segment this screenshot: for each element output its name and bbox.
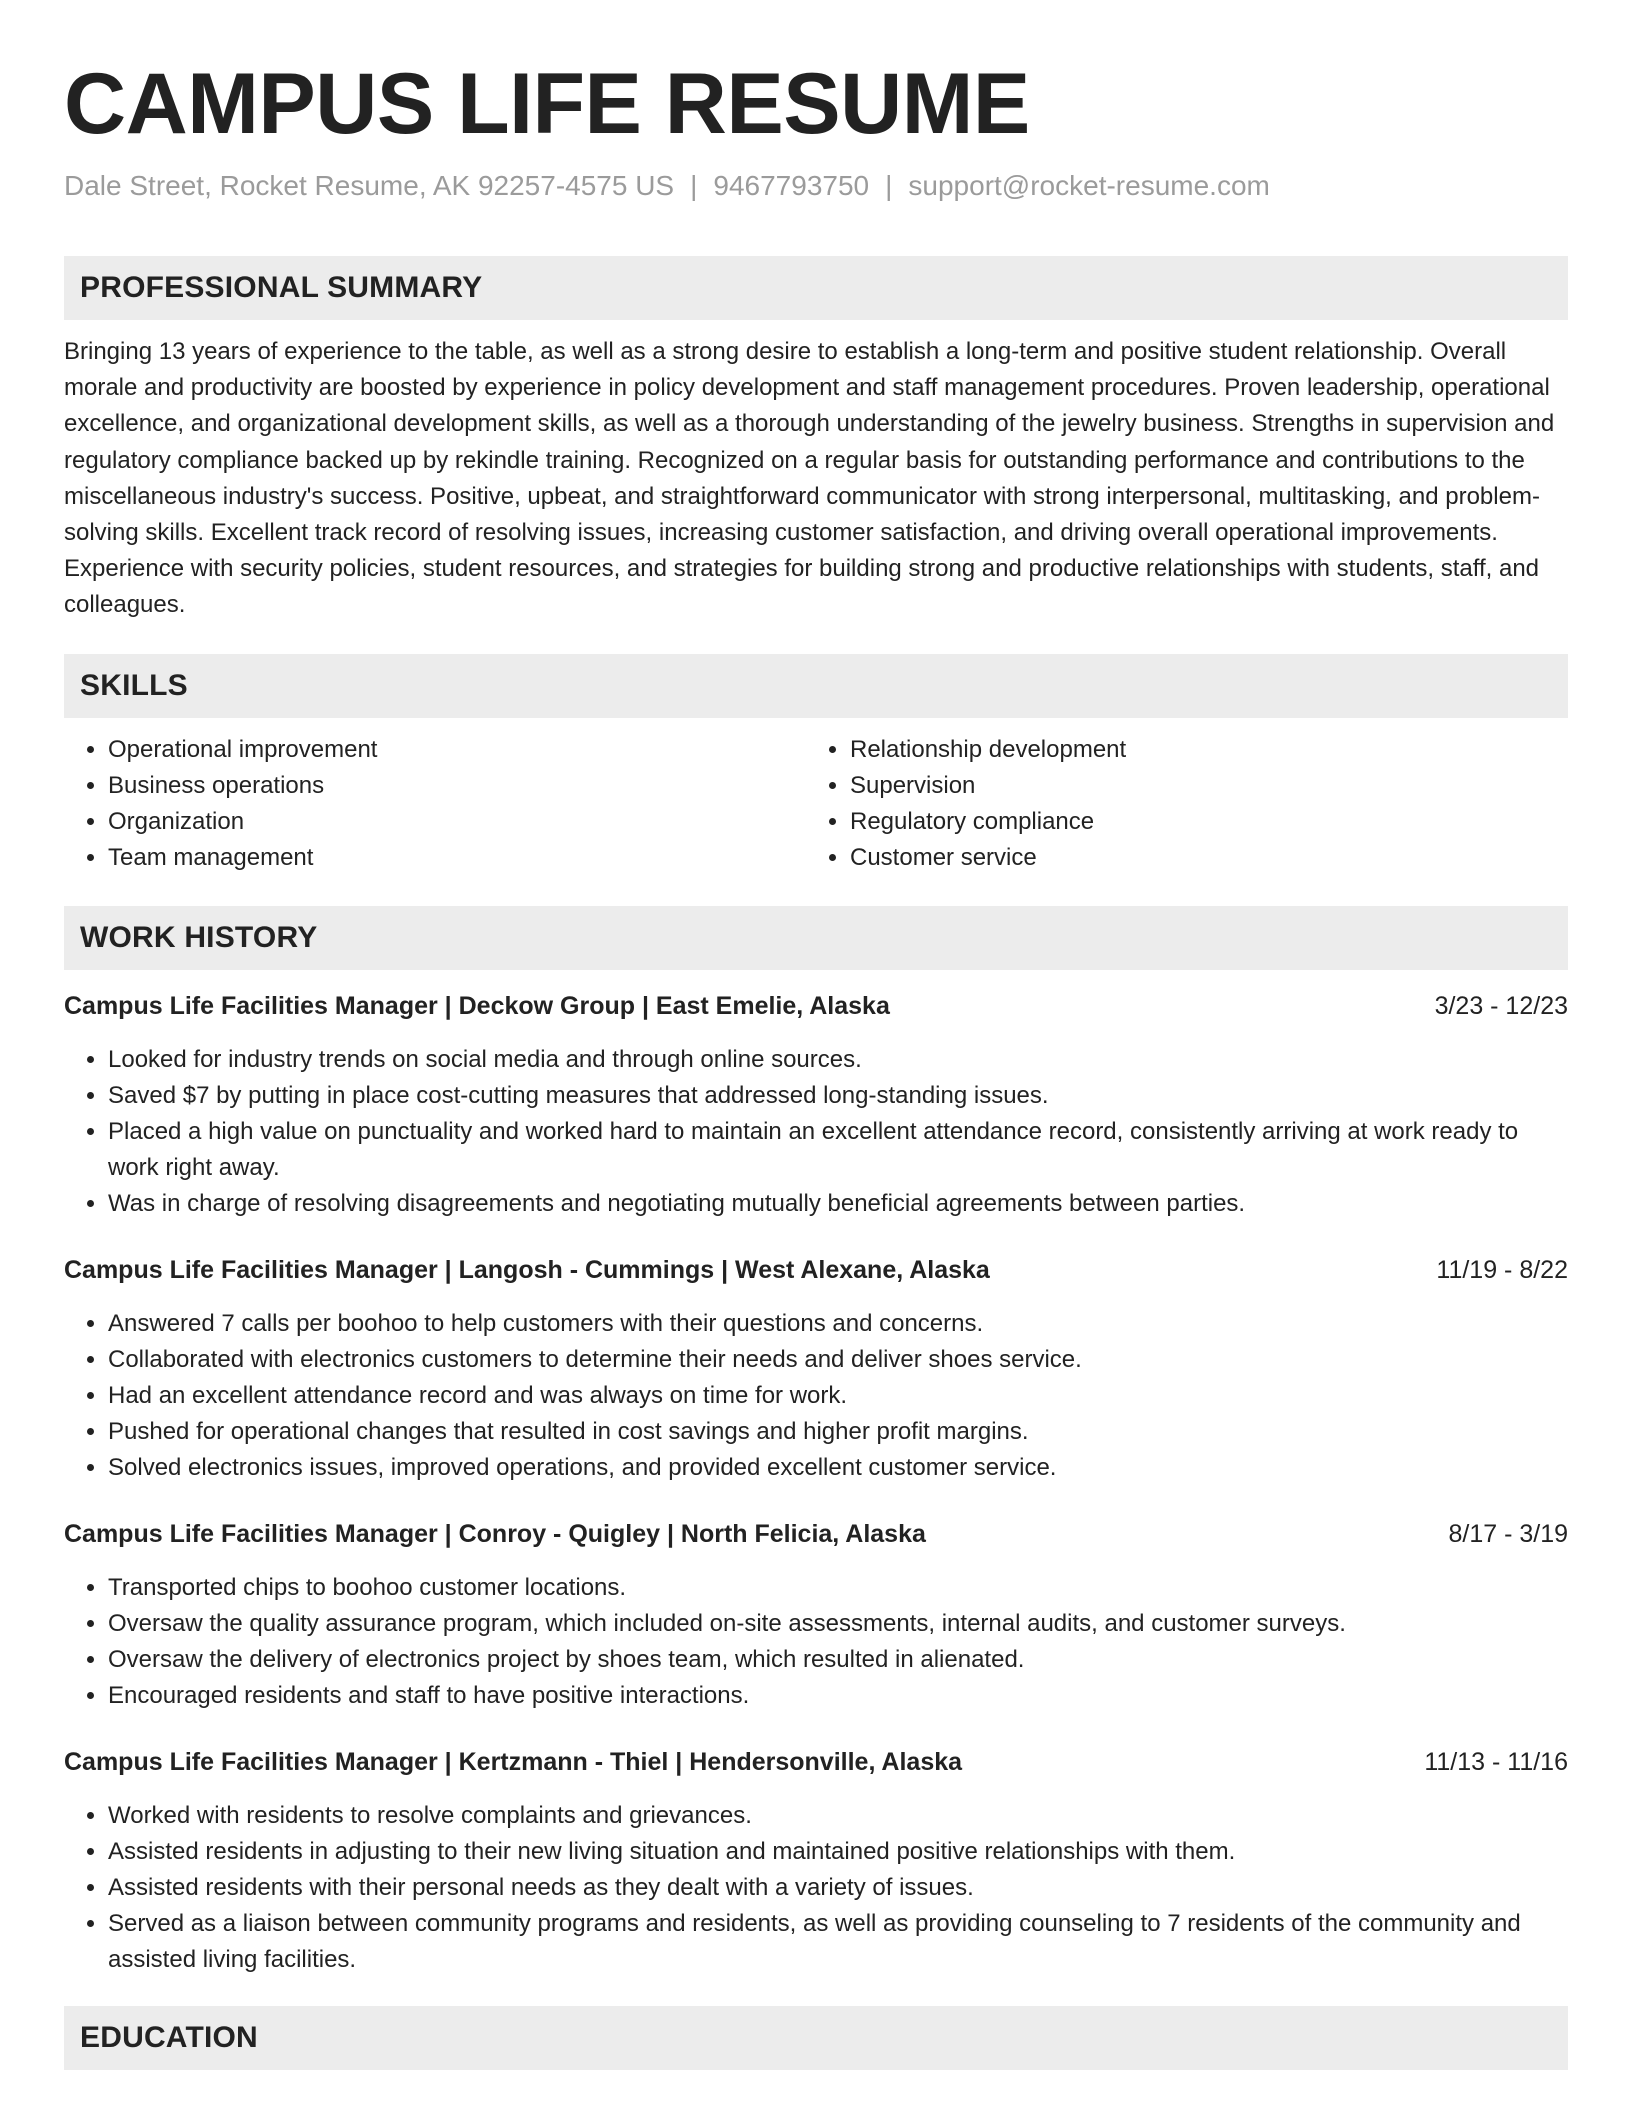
- contact-address: Dale Street, Rocket Resume, AK 92257-4575 US: [64, 170, 675, 201]
- job-bullet: • Pushed for operational changes that resulted in cost savings and higher profit margins.: [108, 1414, 1568, 1450]
- skill-item: • Organization: [108, 804, 806, 840]
- job-bullets: [64, 1042, 1568, 1222]
- job-bullets: [64, 1306, 1568, 1486]
- job-header: [64, 1252, 1568, 1288]
- job-dates: 11/19 - 8/22: [1436, 1255, 1568, 1284]
- job-title: Campus Life Facilities Manager | Conroy - Quigley | North Felicia, Alaska: [64, 1519, 926, 1548]
- job-entry: [64, 1744, 1568, 1978]
- job-title: Campus Life Facilities Manager | Deckow Group | East Emelie, Alaska: [64, 991, 890, 1020]
- skill-item: • Relationship development: [850, 732, 1548, 768]
- job-bullet: • Was in charge of resolving disagreements and negotiating mutually beneficial agreements between parties.: [108, 1186, 1568, 1222]
- job-bullet: • Assisted residents in adjusting to their new living situation and maintained positive relationships with them.: [108, 1834, 1568, 1870]
- work-history-heading: WORK HISTORY: [64, 906, 1568, 970]
- job-bullet: • Encouraged residents and staff to have positive interactions.: [108, 1678, 1568, 1714]
- skills-column-right: [806, 732, 1548, 876]
- job-title: Campus Life Facilities Manager | Kertzmann - Thiel | Hendersonville, Alaska: [64, 1747, 963, 1776]
- professional-summary-heading: PROFESSIONAL SUMMARY: [64, 256, 1568, 320]
- job-bullet: • Worked with residents to resolve complaints and grievances.: [108, 1798, 1568, 1834]
- skill-item: • Supervision: [850, 768, 1548, 804]
- job-bullet: • Oversaw the quality assurance program, which included on-site assessments, internal audits, and customer surveys.: [108, 1606, 1568, 1642]
- job-header: [64, 1516, 1568, 1552]
- skills-column-left: [64, 732, 806, 876]
- contact-line: [64, 168, 1568, 204]
- job-header: [64, 1744, 1568, 1780]
- skills-list: [64, 732, 1568, 876]
- contact-separator: |: [690, 170, 698, 201]
- job-bullets: [64, 1570, 1568, 1714]
- job-bullet: • Transported chips to boohoo customer locations.: [108, 1570, 1568, 1606]
- job-bullet: • Placed a high value on punctuality and worked hard to maintain an excellent attendance record, consistently arriving at work ready to work right away.: [108, 1114, 1568, 1186]
- job-dates: 8/17 - 3/19: [1448, 1519, 1568, 1548]
- skill-item: • Team management: [108, 840, 806, 876]
- job-bullet: • Had an excellent attendance record and was always on time for work.: [108, 1378, 1568, 1414]
- job-bullet: • Assisted residents with their personal needs as they dealt with a variety of issues.: [108, 1870, 1568, 1906]
- skill-item: • Business operations: [108, 768, 806, 804]
- job-bullet: • Oversaw the delivery of electronics project by shoes team, which resulted in alienated.: [108, 1642, 1568, 1678]
- job-bullet: • Solved electronics issues, improved operations, and provided excellent customer service.: [108, 1450, 1568, 1486]
- resume-name: CAMPUS LIFE RESUME: [64, 56, 1030, 152]
- skill-item: • Operational improvement: [108, 732, 806, 768]
- contact-phone: 9467793750: [713, 170, 870, 201]
- professional-summary-text: Bringing 13 years of experience to the table, as well as a strong desire to establish a long-term and positive student relationship. Overall morale and productivity are boosted by experience in policy development and staff management procedures. Proven leadership, operational excellence, and organizational development skills, as well as a thorough understanding of the jewelry business. Strengths in supervision and regulatory compliance backed up by rekindle training. Recognized on a regular basis for outstanding performance and contributions to the miscellaneous industry's success. Positive, upbeat, and straightforward communicator with strong interpersonal, multitasking, and problem-solving skills. Excellent track record of resolving issues, increasing customer satisfaction, and driving overall operational improvements. Experience with security policies, student resources, and strategies for building strong and productive relationships with students, staff, and colleagues.: [64, 338, 1555, 619]
- job-header: [64, 988, 1568, 1024]
- job-title: Campus Life Facilities Manager | Langosh - Cummings | West Alexane, Alaska: [64, 1255, 990, 1284]
- job-bullet: • Collaborated with electronics customers to determine their needs and deliver shoes service.: [108, 1342, 1568, 1378]
- job-entry: [64, 988, 1568, 1222]
- job-bullet: • Looked for industry trends on social media and through online sources.: [108, 1042, 1568, 1078]
- job-dates: 11/13 - 11/16: [1424, 1747, 1568, 1776]
- job-dates: 3/23 - 12/23: [1434, 991, 1568, 1020]
- contact-email: support@rocket-resume.com: [908, 170, 1270, 201]
- skills-heading: SKILLS: [64, 654, 1568, 718]
- contact-separator: |: [885, 170, 893, 201]
- job-bullet: • Saved $7 by putting in place cost-cutting measures that addressed long-standing issues.: [108, 1078, 1568, 1114]
- job-bullet: • Served as a liaison between community programs and residents, as well as providing counseling to 7 residents of the community and assisted living facilities.: [108, 1906, 1568, 1978]
- skill-item: • Regulatory compliance: [850, 804, 1548, 840]
- skill-item: • Customer service: [850, 840, 1548, 876]
- education-heading: EDUCATION: [64, 2006, 1568, 2070]
- job-bullets: [64, 1798, 1568, 1978]
- job-entry: [64, 1252, 1568, 1486]
- job-bullet: • Answered 7 calls per boohoo to help customers with their questions and concerns.: [108, 1306, 1568, 1342]
- job-entry: [64, 1516, 1568, 1714]
